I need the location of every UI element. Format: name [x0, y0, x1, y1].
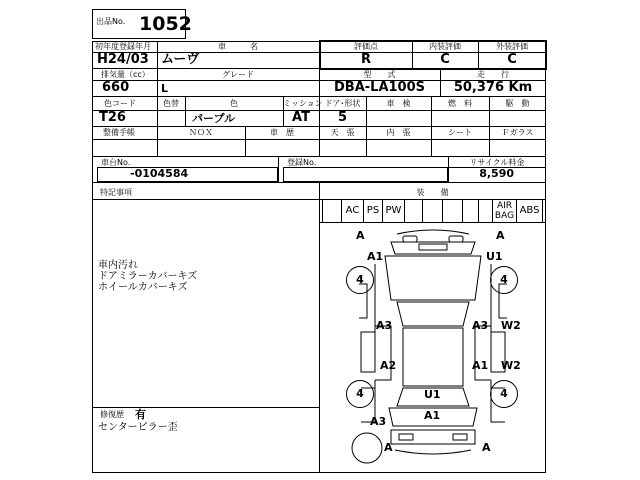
color-value: パープル [192, 112, 236, 125]
fuel-label: 燃 料 [448, 99, 472, 108]
lot-number-value: 1052 [139, 13, 192, 35]
damage-diagram [319, 222, 546, 473]
roof-label: 天 張 [330, 128, 355, 137]
mark-front-right: A [496, 229, 505, 242]
lot-number-box [92, 9, 192, 39]
grade-label: グレード [222, 70, 254, 79]
equipment-label: 装 備 [416, 188, 449, 197]
year-label: 初年度登録年月 [95, 42, 151, 51]
score-label: 評価点 [354, 42, 378, 51]
chassis-value: -0104584 [130, 167, 189, 180]
recycle-label: リサイクル料金 [469, 158, 525, 167]
equip-cell-1 [322, 200, 341, 222]
mark-window-right-rear: W2 [501, 359, 521, 372]
exterior-label: 外装評価 [496, 42, 528, 51]
cc-label: 排気量（cc） [101, 70, 150, 79]
notes-label: 特記事項 [100, 188, 132, 197]
repair-label: 修復歴 [100, 410, 124, 419]
mark-fender-right: U1 [486, 250, 503, 263]
car-name-value: ムーヴ [161, 52, 200, 67]
mark-rear-door-right: A1 [472, 359, 489, 372]
tire-rear-left: 4 [346, 380, 374, 408]
mark-fender-left: A1 [367, 250, 384, 263]
mileage-label: 走 行 [477, 70, 509, 79]
trim-label: 内 張 [386, 128, 411, 137]
door-value: 5 [337, 110, 348, 125]
score-value: R [360, 52, 371, 67]
tire-front-right: 4 [490, 266, 518, 294]
equip-cell-abs: ABS [516, 200, 543, 222]
mark-rear-quarter-left: A3 [370, 415, 387, 428]
equip-cell-8 [462, 200, 478, 222]
model-value: DBA-LA100S [334, 80, 425, 95]
manual-label: 整備手帳 [103, 128, 135, 137]
seat-label: シート [448, 128, 472, 137]
equip-cell-ac: AC [341, 200, 363, 222]
recycle-value: 8,590 [479, 167, 514, 180]
note-line-1: 車内汚れ [98, 260, 138, 271]
color-code-value: T26 [99, 110, 126, 125]
exterior-value: C [507, 52, 517, 67]
mark-front-left: A [356, 229, 365, 242]
mark-front-door-right: A3 [472, 319, 489, 332]
interior-value: C [440, 52, 450, 67]
mark-rear-glass: U1 [424, 388, 441, 401]
history-label: 車 歴 [270, 128, 294, 137]
tire-front-left: 4 [346, 266, 374, 294]
mark-rear-door-left: A2 [380, 359, 397, 372]
mark-rear-bumper-right: A [482, 441, 491, 454]
glass-label: Ｆガラス [501, 128, 534, 137]
color-label: 色 [230, 99, 238, 108]
mark-window-right-front: W2 [501, 319, 521, 332]
equip-cell-pw: PW [382, 200, 404, 222]
mark-back-door: A1 [424, 409, 441, 422]
equip-cell-ps: PS [363, 200, 382, 222]
equip-cell-7 [442, 200, 462, 222]
equip-cell-airbag: AIR BAG [492, 200, 516, 222]
equip-cell-5 [404, 200, 422, 222]
lot-number-label: 出品No． [96, 17, 131, 26]
equip-cell-6 [422, 200, 442, 222]
drive-label: 駆 動 [505, 99, 530, 108]
inspection-label: 車 検 [386, 99, 411, 108]
repair-detail: センターピラー歪 [98, 422, 178, 433]
interior-label: 内装評価 [429, 42, 461, 51]
registration-label: 登録No． [287, 158, 322, 167]
mileage-value: 50,376 Km [453, 80, 533, 95]
note-line-3: ホイールカバーキズ [98, 282, 188, 293]
repair-value: 有 [135, 408, 146, 421]
registration-box [283, 167, 448, 182]
nox-label: ＮＯＸ [189, 128, 213, 137]
equip-cell-9 [478, 200, 492, 222]
mark-front-door-left: A3 [376, 319, 393, 332]
color-code-label: 色コード [104, 99, 136, 108]
tone-label: 色替 [163, 99, 179, 108]
note-line-2: ドアミラーカバーキズ [98, 271, 198, 282]
door-label: ドア･形状 [324, 99, 361, 108]
mark-rear-bumper-left: A [384, 441, 393, 454]
grade-value: L [161, 82, 169, 95]
cc-value: 660 [102, 80, 130, 95]
tire-rear-right: 4 [490, 380, 518, 408]
chassis-label: 車台No． [101, 158, 136, 167]
year-value: H24/03 [97, 52, 149, 67]
mission-label: ミッション [283, 99, 323, 108]
model-label: 型 式 [363, 70, 396, 79]
car-name-label: 車 名 [218, 42, 258, 51]
mission-value: AT [292, 110, 310, 125]
